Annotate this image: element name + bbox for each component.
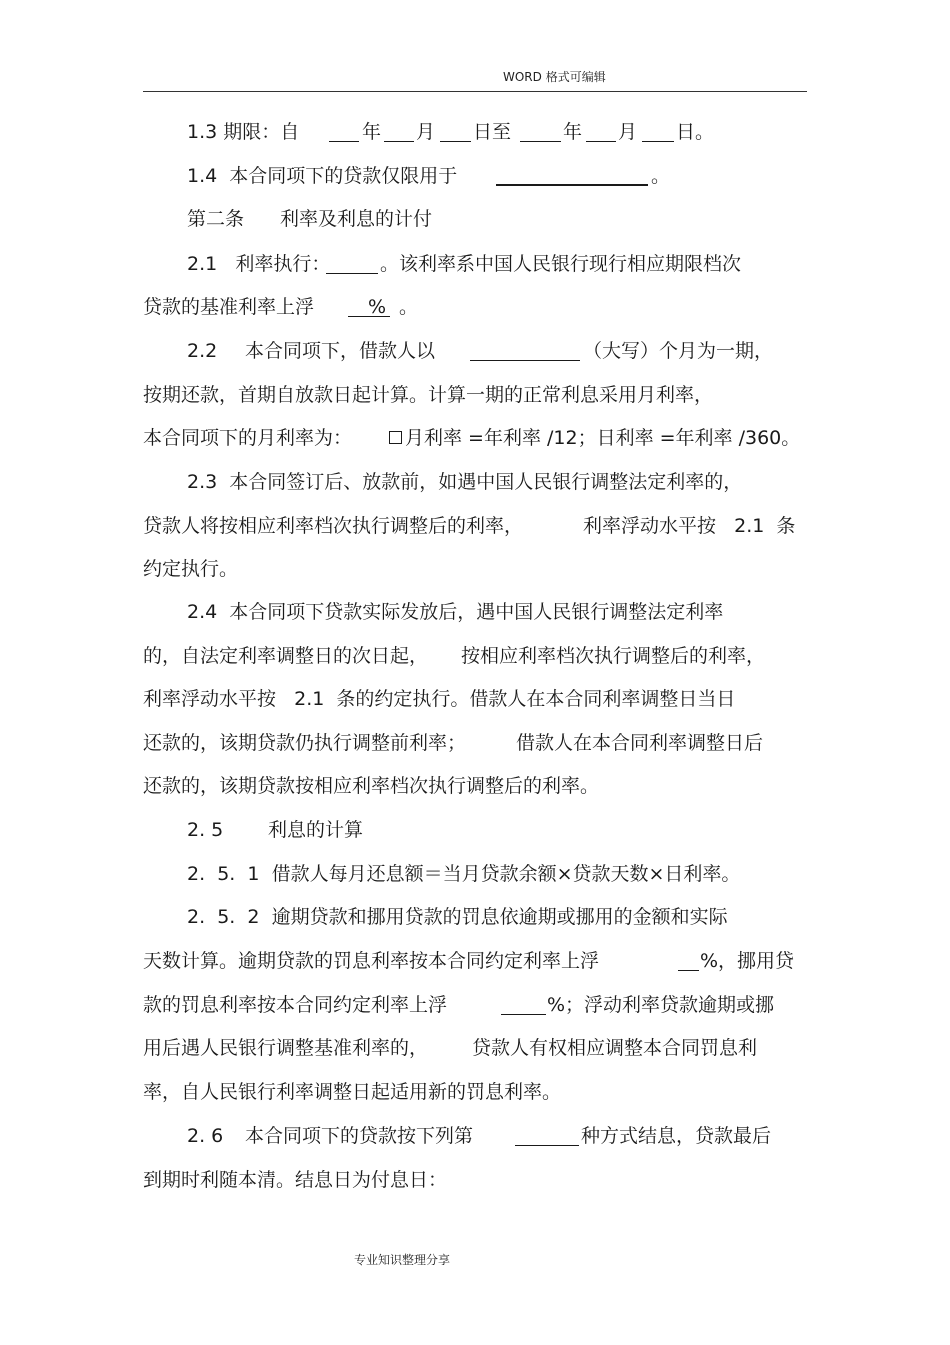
clause-2-1-text-a: 2.1 利率执行： (187, 253, 331, 275)
blank-period-months[interactable] (470, 360, 580, 361)
clause-2-3-text-d: 约定执行。 (143, 558, 239, 580)
clause-2-4-text-g: 还款的，该期贷款按相应利率档次执行调整后的利率。 (143, 775, 600, 797)
blank-year1[interactable] (329, 141, 359, 142)
clause-2-2-line3 (0, 423, 950, 453)
clause-2-3-line2 (0, 511, 950, 541)
clause-2-1-line1 (0, 249, 950, 279)
clause-2-4-line2 (0, 641, 950, 671)
clause-2-5-2-text-f: 用后遇人民银行调整基准利率的， (143, 1037, 429, 1059)
clause-2-5-title: 利息的计算 (268, 819, 364, 841)
clause-2-4-text-f: 借款人在本合同利率调整日后 (516, 732, 764, 754)
clause-2-1-text-b: 。该利率系中国人民银行现行相应期限档次 (380, 253, 742, 275)
clause-2-5-2-line4 (0, 1033, 950, 1063)
clause-2-2-text-c: 按期还款，首期自放款日起计算。计算一期的正常利息采用月利率， (143, 384, 714, 406)
header-text: WORD 格式可编辑 (503, 70, 606, 84)
clause-2-2-text-d: 本合同项下的月利率为： (143, 427, 353, 449)
clause-2-5-2-text-h: 率，自人民银行利率调整日起适用新的罚息利率。 (143, 1081, 562, 1103)
clause-2-6-line2 (0, 1165, 950, 1195)
clause-2-4-line1 (0, 597, 950, 627)
clause-2-5-2-line5 (0, 1077, 950, 1107)
clause-2-5-2-text-c: %，挪用贷 (700, 950, 795, 972)
clause-2-5-label: 2. 5 (187, 819, 224, 841)
clause-2-2-text-a: 本合同项下，借款人以 (245, 340, 436, 362)
clause-2-4-line5 (0, 771, 950, 801)
clause-2-2-line1 (0, 336, 950, 366)
clause-2-1-pct: % (368, 296, 387, 318)
clause-2-1-line2 (0, 292, 950, 322)
clause-2-5-2-text-d: 款的罚息利率按本合同约定利率上浮 (143, 994, 448, 1016)
clause-2-2-text-b: （大写）个月为一期， (583, 340, 774, 362)
article-2-heading (0, 204, 950, 234)
clause-2-1-end: 。 (399, 296, 419, 318)
clause-2-3-line3 (0, 554, 950, 584)
page-footer (0, 1251, 950, 1267)
clause-2-5-2-text-e: %；浮动利率贷款逾期或挪 (547, 994, 775, 1016)
blank-year2[interactable] (520, 141, 561, 142)
clause-2-4-text-a: 2.4 本合同项下贷款实际发放后，遇中国人民银行调整法定利率 (187, 601, 724, 623)
clause-2-4-line4 (0, 728, 950, 758)
clause-2-6-text-c: 到期时利随本清。结息日为付息日： (143, 1169, 448, 1191)
clause-2-5-2-text-b: 天数计算。逾期贷款的罚息利率按本合同约定利率上浮 (143, 950, 600, 972)
clause-2-5-2-line3 (0, 990, 950, 1020)
clause-2-1-text-c: 贷款的基准利率上浮 (143, 296, 315, 318)
clause-2-6-text-a: 本合同项下的贷款按下列第 (245, 1125, 474, 1147)
header-divider (143, 91, 807, 92)
clause-2-6-text-b: 种方式结息，贷款最后 (581, 1125, 772, 1147)
clause-2-3-text-a: 2.3 本合同签订后、放款前，如遇中国人民银行调整法定利率的， (187, 471, 743, 493)
clause-2-3-text-b: 贷款人将按相应利率档次执行调整后的利率， (143, 515, 524, 537)
clause-2-5-2-line2 (0, 946, 950, 976)
clause-2-4-line3 (0, 684, 950, 714)
clause-1-4 (0, 161, 950, 191)
clause-2-2-label: 2.2 (187, 340, 218, 362)
clause-1-4-label: 1.4 本合同项下的贷款仅限用于 (187, 165, 458, 187)
blank-day2[interactable] (642, 141, 674, 142)
blank-misuse-penalty[interactable] (501, 1014, 546, 1015)
footer-text: 专业知识整理分享 (354, 1253, 451, 1267)
clause-1-3 (0, 117, 950, 147)
clause-2-4-text-e: 还款的，该期贷款仍执行调整前利率； (143, 732, 467, 754)
blank-interest-rate[interactable] (326, 273, 378, 274)
article-2-title: 利率及利息的计付 (280, 208, 433, 230)
clause-2-5-2-line1 (0, 902, 950, 932)
blank-day1[interactable] (440, 141, 471, 142)
clause-1-3-label: 1.3 期限：自 (187, 121, 300, 143)
clause-2-6-line1 (0, 1121, 950, 1151)
blank-settlement-method[interactable] (515, 1145, 579, 1146)
clause-1-3-day1: 日至 (473, 121, 512, 143)
clause-2-3-line1 (0, 467, 950, 497)
clause-2-5-2-text-a: 2. 5. 2 逾期贷款和挪用贷款的罚息依逾期或挪用的金额和实际 (187, 906, 728, 928)
blank-overdue-penalty[interactable] (678, 970, 699, 971)
clause-2-4-text-c: 按相应利率档次执行调整后的利率， (461, 645, 766, 667)
clause-2-5-1-text: 2. 5. 1 借款人每月还息额＝当月贷款余额×贷款天数×日利率。 (187, 863, 741, 885)
clause-1-3-day2: 日。 (676, 121, 715, 143)
clause-2-5-heading (0, 815, 950, 845)
clause-2-4-text-b: 的，自法定利率调整日的次日起， (143, 645, 429, 667)
clause-1-3-year1: 年 (362, 121, 382, 143)
clause-1-3-year2: 年 (563, 121, 583, 143)
clause-2-2-text-e: 月利率 =年利率 /12；日利率 =年利率 /360。 (405, 427, 801, 449)
clause-2-4-text-d: 利率浮动水平按 2.1 条的约定执行。借款人在本合同利率调整日当日 (143, 688, 736, 710)
blank-month2[interactable] (586, 141, 616, 142)
article-2-label: 第二条 (187, 208, 245, 230)
clause-1-4-end: 。 (651, 165, 671, 187)
blank-month1[interactable] (384, 141, 414, 142)
clause-1-3-month2: 月 (618, 121, 638, 143)
blank-loan-purpose[interactable] (496, 184, 648, 186)
clause-2-5-2-text-g: 贷款人有权相应调整本合同罚息利 (472, 1037, 758, 1059)
clause-1-3-month1: 月 (416, 121, 436, 143)
clause-2-6-label: 2. 6 (187, 1125, 224, 1147)
clause-2-3-text-c: 利率浮动水平按 2.1 条 (583, 515, 796, 537)
blank-float-percent[interactable] (348, 316, 390, 317)
monthly-rate-checkbox[interactable] (389, 431, 402, 444)
clause-2-5-1 (0, 859, 950, 889)
clause-2-2-line2 (0, 380, 950, 410)
